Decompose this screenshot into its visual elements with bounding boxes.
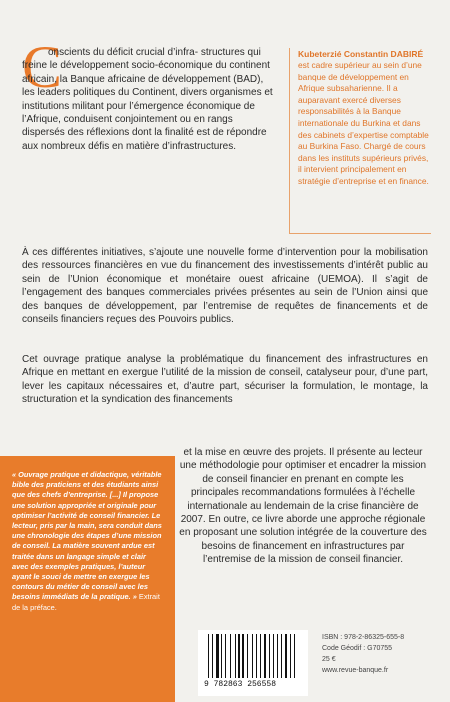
barcode-bar (221, 634, 222, 678)
barcode-bar (269, 634, 270, 678)
barcode-bar (245, 634, 246, 678)
barcode (198, 630, 308, 696)
price: 25 € (322, 656, 336, 663)
barcode-bar (220, 634, 221, 678)
preface-quote-box (0, 456, 175, 702)
publisher-website: www.revue-banque.fr (322, 667, 389, 674)
barcode-bar (262, 634, 263, 678)
barcode-bar (242, 634, 243, 678)
barcode-bar (271, 634, 272, 678)
barcode-bar (252, 634, 253, 678)
barcode-number: 9 782863 256558 (204, 680, 277, 689)
barcode-bar (290, 634, 291, 678)
preface-quote (12, 470, 164, 613)
barcode-bar (277, 634, 278, 678)
barcode-bar (274, 634, 275, 678)
paragraph-methodologie: et la mise en œuvre des projets. Il présente au lecteur une méthodologie pour optimiser et encadrer la mission de conseil financier en prenant en compte les principales recommandations formulées à l’échelle internationale au lendemain de la crise financière de 2007. En outre, ce livre aborde une approche régionale en proposant une solution intégrée de la couverture des besoins de financement en infrastructures par l’entremise de la mission de conseil financier. (179, 447, 427, 566)
author-box (289, 48, 431, 234)
barcode-bar (208, 634, 209, 678)
barcode-bar (248, 634, 250, 678)
geodif-code: Code Géodif : G70755 (322, 645, 393, 652)
barcode-bar (281, 634, 282, 678)
barcode-bar (279, 634, 280, 678)
barcode-bar (223, 634, 224, 678)
barcode-bar (264, 634, 266, 678)
barcode-bar (247, 634, 248, 678)
preface-quote-source: Extrait de la préface. (12, 592, 160, 612)
barcode-bar (254, 634, 255, 678)
barcode-bar (235, 634, 236, 678)
barcode-bar (227, 634, 228, 678)
barcode-bar (296, 634, 297, 678)
barcode-bar (294, 634, 295, 678)
paragraph-uemoa: À ces différentes initiatives, s’ajoute une nouvelle forme d’intervention pour la mobilisation des ressources financières en vue du financement des investissements d’intérêt public au sein de l’Union économique et monétaire ouest africaine (UEMOA). Il s’agit de l’engagement des banques commerciales privées présentes au sein de l’Union ainsi que des banques de développement, par l’entremise de requêtes de financements et de conseils financiers reçues des Pouvoirs publics. (22, 247, 428, 326)
barcode-bar (288, 634, 289, 678)
barcode-bar (241, 634, 242, 678)
barcode-bar (237, 634, 238, 678)
barcode-bar (212, 634, 213, 678)
author-name: Kubeterzié Constantin DABIRÉ (298, 49, 424, 59)
barcode-bar (225, 634, 226, 678)
isbn-block (322, 632, 442, 676)
barcode-bar (232, 634, 234, 678)
barcode-bar (273, 634, 274, 678)
barcode-bar (283, 634, 284, 678)
barcode-bar (210, 634, 211, 678)
preface-quote-text: « Ouvrage pratique et didactique, véritable bible des praticiens et des étudiants ainsi que des chefs d’entreprise. [...] Il propose une solution appropriée et originale pour optimiser l’activité de conseil financier. Le lecteur, pris par la main, sera conduit dans une chronologie des étapes d’une mission de conseil. La matière souvent ardue est traitée dans un langage simple et clair avec des exemples pratiques, l’auteur ayant le souci de mettre en exergue les contours du métier de conseil avec les besoins immédiats de la pratique. » (12, 470, 162, 602)
intro-body: structures qui freine le développement socio-économique du continent africain, la Banque africaine de développement (BAD), les leaders politiques du Continent, divers organismes et institutions militant pour l’émergence économique de l’Afrique, conduisent conjointement ou en rangs dispersés des réflexions dont la finalité est de répondre aux nombreux défis en matière d’infrastructures. (22, 47, 273, 152)
barcode-bar (258, 634, 259, 678)
barcode-bars (208, 634, 298, 678)
barcode-bar (256, 634, 257, 678)
barcode-bar (291, 634, 292, 678)
isbn: ISBN : 978-2-86325-655-8 (322, 634, 405, 641)
barcode-bar (238, 634, 239, 678)
drop-cap: C (22, 34, 63, 100)
barcode-bar (267, 634, 268, 678)
paragraph-ouvrage: Cet ouvrage pratique analyse la problématique du financement des infrastructures en Afrique en mettant en exergue l’utilité de la mission de conseil, catalyseur pour, d’une part, lever les capitaux nécessaires et, d’autre part, sécuriser la formulation, le montage, la structuration et la syndication des financements (22, 354, 428, 406)
barcode-bar (260, 634, 261, 678)
barcode-bar (216, 634, 218, 678)
barcode-bar (230, 634, 231, 678)
barcode-bar (285, 634, 287, 678)
author-bio: est cadre supérieur au sein d’une banque de développement en Afrique subsaharienne. Il a auparavant exercé diverses responsabilités à la Banque internationale du Burkina et dans des cabinets d’expertise comptable au Burkina Faso. Chargé de cours dans les instituts supérieurs privés, il intervient principalement en stratégie d’entreprise et en finance. (298, 60, 429, 186)
intro-first-line: onscients du déficit crucial d’infra- (48, 47, 199, 58)
intro-paragraph (22, 46, 278, 153)
barcode-bar (214, 634, 215, 678)
